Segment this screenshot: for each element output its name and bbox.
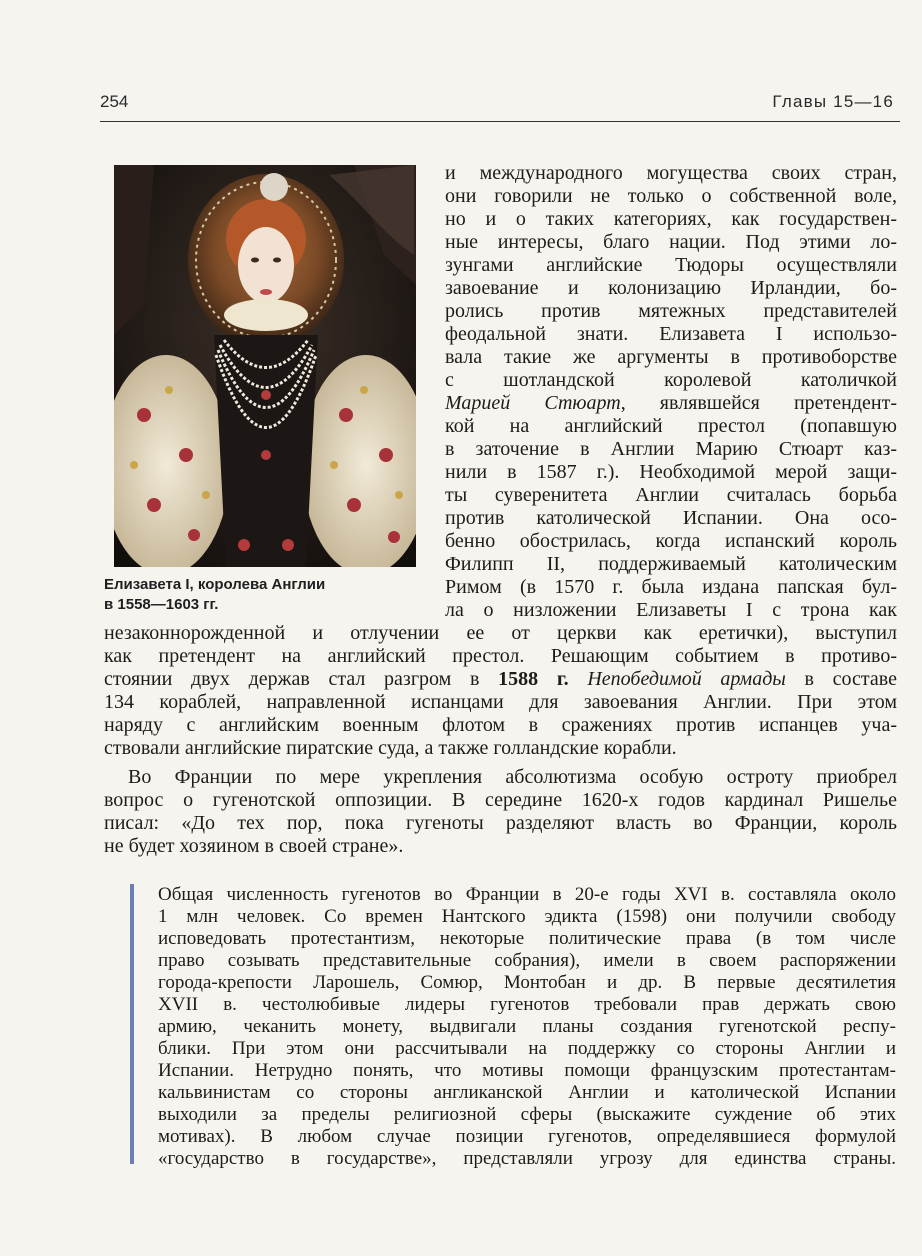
text-line: кой на английский престол (попавшую: [445, 415, 897, 437]
aside-line: армию, чеканить монету, выдвигали планы создания гугенотской респу-: [158, 1016, 896, 1037]
aside-line: «государство в государстве», представляли угрозу для единства страны.: [158, 1148, 896, 1169]
text-line: ла о низложении Елизаветы I с трона как: [445, 599, 897, 621]
date-highlight: 1588 г.: [498, 668, 569, 690]
person-name: Марией Стюарт: [445, 392, 621, 414]
text-line: ты суверенитета Англии считалась борьба: [445, 484, 897, 506]
text-line: ствовали английские пиратские суда, а также голландские корабли.: [104, 737, 677, 759]
text-line: Филипп II, поддерживаемый католическим: [445, 553, 897, 575]
text-line: Марией Стюарт, являвшейся претендент-: [445, 392, 897, 414]
aside-line: 1 млн человек. Со времен Нантского эдикта (1598) они получили свободу: [158, 906, 896, 927]
text-line: вала такие же аргументы в противоборстве: [445, 346, 897, 368]
text-line: писал: «До тех пор, пока гугеноты разделяют власть во Франции, король: [104, 812, 897, 834]
page-number: 254: [100, 92, 129, 111]
text-line: 134 кораблей, направленной испанцами для завоевания Англии. При этом: [104, 691, 897, 713]
aside-line: выходили за пределы религиозной сферы (выскажите суждение об этих: [158, 1104, 896, 1125]
text-line: феодальной знати. Елизавета I использо-: [445, 323, 897, 345]
aside-line: исповедовать протестантизм, некоторые политические права (в том числе: [158, 928, 896, 949]
aside-line: Испании. Нетрудно понять, что мотивы помощи французским протестантам-: [158, 1060, 896, 1081]
caption-line: в 1558—1603 гг.: [104, 596, 219, 613]
portrait-elizabeth-i: [114, 165, 416, 567]
aside-line: Общая численность гугенотов во Франции в 20-е годы XVI в. составляла около: [158, 884, 896, 905]
aside-line: право созывать представительные собрания), имели в своем распоряжении: [158, 950, 896, 971]
header-rule: [100, 121, 900, 122]
text-line: незаконнорожденной и отлучении ее от церкви как еретички), выступил: [104, 622, 897, 644]
text-line: Римом (в 1570 г. была издана папская бул-: [445, 576, 897, 598]
aside-line: блики. При этом они рассчитывали на поддержку со стороны Англии и: [158, 1038, 896, 1059]
text-line: как претендент на английский престол. Решающим событием в противо-: [104, 645, 897, 667]
aside-line: города-крепости Ларошель, Сомюр, Монтобан и др. В первые десятилетия: [158, 972, 896, 993]
aside-line: XVII в. честолюбивые лидеры гугенотов требовали прав держать свою: [158, 994, 896, 1015]
text-line: бенно обострилась, когда испанский король: [445, 530, 897, 552]
chapter-heading: Главы 15—16: [772, 92, 894, 111]
text-line: против католической Испании. Она осо-: [445, 507, 897, 529]
aside-accent-bar: [130, 884, 134, 1164]
text-line: ные интересы, благо нации. Под этими ло-: [445, 231, 897, 253]
aside-line: кальвинистам со стороны англиканской Англии и католической Испании: [158, 1082, 896, 1103]
text-line: стоянии двух держав стал разгром в 1588 г. Непобедимой армады в составе: [104, 668, 897, 690]
text-line: но и о таких категориях, как государствен-: [445, 208, 897, 230]
text-line: Во Франции по мере укрепления абсолютизма особую остроту приобрел: [128, 766, 897, 788]
caption-line: Елизавета I, королева Англии: [104, 576, 326, 593]
text-line: наряду с английским военным флотом в сражениях против испанцев уча-: [104, 714, 897, 736]
term-highlight: Непобедимой армады: [587, 668, 786, 690]
text-line: вопрос о гугенотской оппозиции. В середине 1620-х годов кардинал Ришелье: [104, 789, 897, 811]
text-line: и международного могущества своих стран,: [445, 162, 897, 184]
text-line: не будет хозяином в своей стране».: [104, 835, 404, 857]
aside-line: мотивах). В любом случае позиции гугенотов, определявшиеся формулой: [158, 1126, 896, 1147]
text-line: завоевание и колонизацию Ирландии, бо-: [445, 277, 897, 299]
text-line: в заточение в Англии Марию Стюарт каз-: [445, 438, 897, 460]
text-line: с шотландской королевой католичкой: [445, 369, 897, 391]
text-line: ролись против мятежных представителей: [445, 300, 897, 322]
figure-caption: [104, 575, 424, 615]
text-line: нили в 1587 г.). Необходимой мерой защи-: [445, 461, 897, 483]
text-line: они говорили не только о собственной воле,: [445, 185, 897, 207]
text-line: зунгами английские Тюдоры осуществляли: [445, 254, 897, 276]
